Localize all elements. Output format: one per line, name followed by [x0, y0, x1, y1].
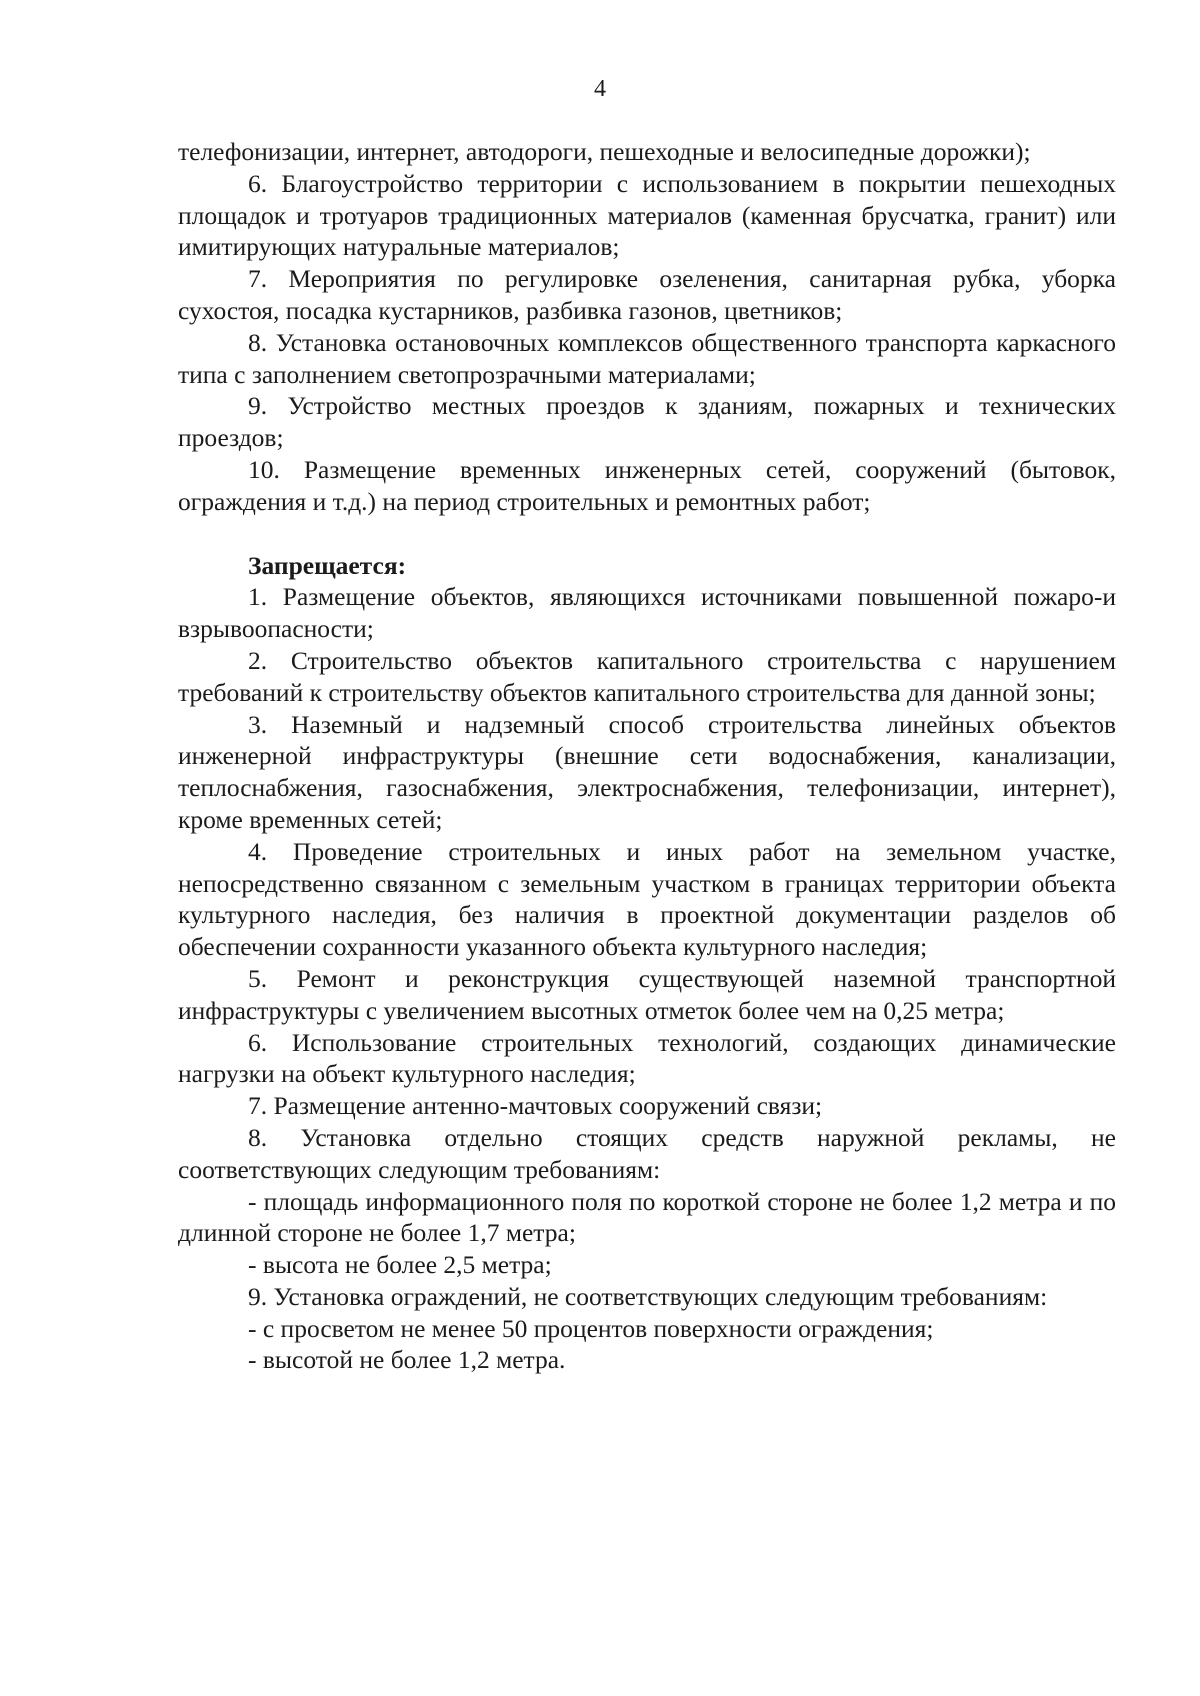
- sub-requirement: - высотой не более 1,2 метра.: [248, 1345, 566, 1375]
- paragraph-continuation: телефонизации, интернет, автодороги, пешеходные и велосипедные дорожки);: [178, 137, 1031, 166]
- list-item: 4. Проведение строительных и иных работ на земельном участке, непосредственно связанном с земельным участком в границах территории объекта культурного наследия, без наличия в проектной документации разделов об обеспечении сохранности указанного объекта культурного наследия;: [178, 836, 1116, 962]
- list-item: 6. Использование строительных технологий, создающих динамические нагрузки на объект культурного наследия;: [178, 1027, 1116, 1089]
- list-item: 2. Строительство объектов капитального строительства с нарушением требований к строительству объектов капитального строительства для данной зоны;: [178, 645, 1116, 707]
- list-item: 10. Размещение временных инженерных сетей, сооружений (бытовок, ограждения и т.д.) на период строительных и ремонтных работ;: [178, 454, 1116, 516]
- list-item: 8. Установка отдельно стоящих средств наружной рекламы, не соответствующих следующим требованиям:: [178, 1122, 1116, 1184]
- document-body: [178, 136, 1116, 1376]
- list-item: 7. Размещение антенно-мачтовых сооружений связи;: [248, 1091, 823, 1121]
- sub-requirement: - высота не более 2,5 метра;: [248, 1250, 552, 1280]
- list-item: 6. Благоустройство территории с использованием в покрытии пешеходных площадок и тротуаров традиционных материалов (каменная брусчатка, гранит) или имитирующих натуральные материалов;: [178, 168, 1116, 262]
- list-item: 5. Ремонт и реконструкция существующей наземной транспортной инфраструктуры с увеличением высотных отметок более чем на 0,25 метра;: [178, 963, 1116, 1025]
- section-spacer: [178, 518, 1116, 550]
- list-item: 1. Размещение объектов, являющихся источниками повышенной пожаро-и взрывоопасности;: [178, 582, 1116, 644]
- list-item: 8. Установка остановочных комплексов общественного транспорта каркасного типа с заполнением светопрозрачными материалами;: [178, 327, 1116, 389]
- list-item: 9. Установка ограждений, не соответствующих следующим требованиям:: [248, 1281, 1048, 1311]
- sub-requirement: - площадь информационного поля по короткой стороне не более 1,2 метра и по длинной стороне не более 1,7 метра;: [178, 1186, 1116, 1248]
- sub-requirement: - с просветом не менее 50 процентов поверхности ограждения;: [248, 1313, 934, 1343]
- list-item: 9. Устройство местных проездов к зданиям, пожарных и технических проездов;: [178, 391, 1116, 453]
- page-number: 4: [594, 76, 606, 102]
- section-heading: Запрещается:: [248, 550, 407, 580]
- list-item: 7. Мероприятия по регулировке озеленения, санитарная рубка, уборка сухостоя, посадка кустарников, разбивка газонов, цветников;: [178, 264, 1116, 325]
- list-item: 3. Наземный и надземный способ строительства линейных объектов инженерной инфраструктуры (внешние сети водоснабжения, канализации, теплоснабжения, газоснабжения, электроснабжения, телефонизации, интернет), кроме временных сетей;: [178, 709, 1116, 834]
